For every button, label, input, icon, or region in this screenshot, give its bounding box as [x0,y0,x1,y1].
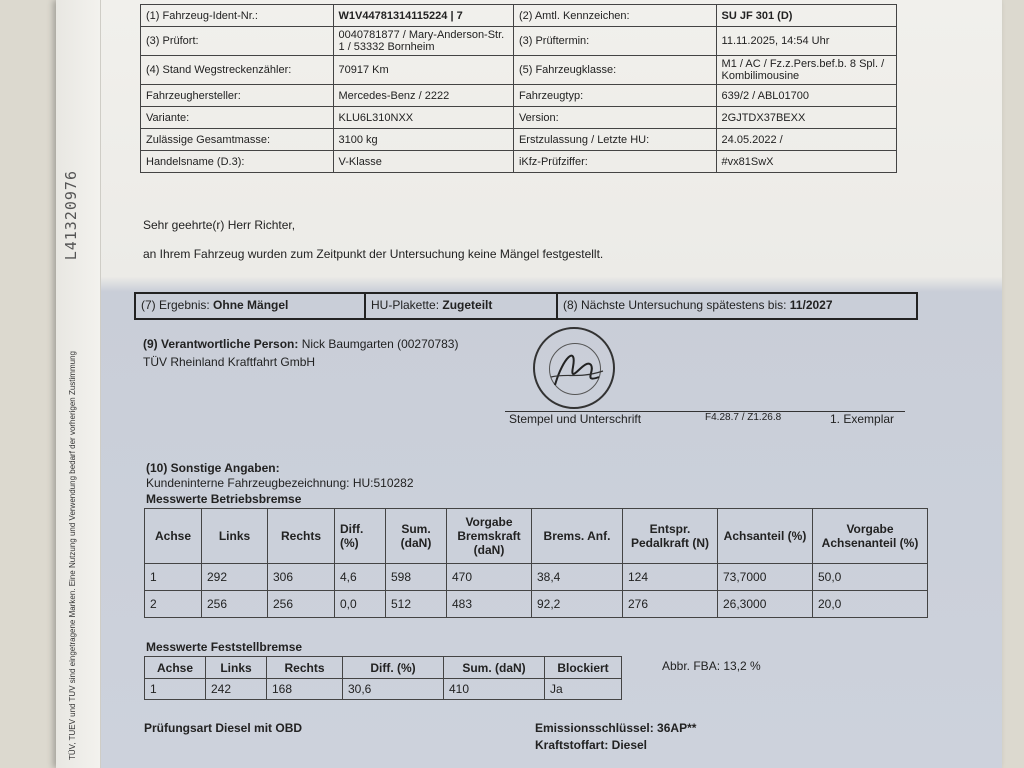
result-next-inspection: (8) Nächste Untersuchung spätestens bis: 11/2027 [563,298,833,312]
greeting: Sehr geehrte(r) Herr Richter, [143,218,296,232]
table-cell: 4,6 [335,564,386,591]
info-value: 70917 Km [333,56,513,85]
column-header: Vorgabe Achsenanteil (%) [813,509,928,564]
info-label: (5) Fahrzeugklasse: [513,56,716,85]
table-cell: 50,0 [813,564,928,591]
table-cell: 26,3000 [718,591,813,618]
parking-brake-title: Messwerte Feststellbremse [146,640,303,654]
info-value: M1 / AC / Fz.z.Pers.bef.b. 8 Spl. / Kombilimousine [716,56,896,85]
table-cell: Ja [545,679,622,700]
table-header-row [145,657,622,679]
emission-key: Emissionsschlüssel: 36AP** [535,721,697,735]
side-serial-code: L41320976 [62,170,80,261]
column-header: Vorgabe Bremskraft (daN) [447,509,532,564]
column-header: Links [206,657,267,679]
signature-label: Stempel und Unterschrift [509,412,642,426]
info-value: #vx81SwX [716,151,896,173]
column-header: Rechts [267,657,343,679]
result-message: an Ihrem Fahrzeug wurden zum Zeitpunkt der Untersuchung keine Mängel festgestellt. [143,247,604,261]
column-header: Diff. (%) [343,657,444,679]
info-value: 11.11.2025, 14:54 Uhr [716,27,896,56]
table-cell: 0,0 [335,591,386,618]
table-cell: 1 [145,679,206,700]
table-cell: 598 [386,564,447,591]
info-label: Zulässige Gesamtmasse: [141,129,334,151]
info-value: W1V44781314115224 | 7 [333,5,513,27]
column-header: Rechts [268,509,335,564]
info-row [141,151,897,173]
info-label: iKfz-Prüfziffer: [513,151,716,173]
info-row [141,129,897,151]
result-plakette: HU-Plakette: Zugeteilt [366,294,558,318]
info-row [141,107,897,129]
info-label: Variante: [141,107,334,129]
info-value: SU JF 301 (D) [716,5,896,27]
table-cell: 276 [623,591,718,618]
info-value: V-Klasse [333,151,513,173]
info-label: Fahrzeughersteller: [141,85,334,107]
info-label: Fahrzeugtyp: [513,85,716,107]
table-cell: 124 [623,564,718,591]
table-cell: 38,4 [532,564,623,591]
info-label: Erstzulassung / Letzte HU: [513,129,716,151]
parking-brake-table [144,656,622,700]
info-row [141,85,897,107]
column-header: Diff. (%) [335,509,386,564]
info-value: 3100 kg [333,129,513,151]
table-cell: 483 [447,591,532,618]
copy-number: 1. Exemplar [830,412,895,426]
vehicle-info-table [140,4,897,173]
info-row [141,27,897,56]
info-label: (3) Prüftermin: [513,27,716,56]
table-header-row [145,509,928,564]
column-header: Blockiert [545,657,622,679]
table-cell: 256 [268,591,335,618]
info-label: Handelsname (D.3): [141,151,334,173]
table-row [145,564,928,591]
test-type: Prüfungsart Diesel mit OBD [144,721,303,735]
table-cell: 242 [206,679,267,700]
info-label: (1) Fahrzeug-Ident-Nr.: [141,5,334,27]
side-legal-note: TÜV, TUEV und TUV sind eingetragene Marken. Eine Nutzung und Verwendung bedarf der vorherigen Zustimmung [68,351,77,760]
info-value: KLU6L310NXX [333,107,513,129]
column-header: Entspr. Pedalkraft (N) [623,509,718,564]
table-cell: 410 [444,679,545,700]
info-value: Mercedes-Benz / 2222 [333,85,513,107]
table-row [145,591,928,618]
table-cell: 168 [267,679,343,700]
responsible-person: (9) Verantwortliche Person: Nick Baumgarten (00270783) [143,337,459,351]
column-header: Sum. (daN) [444,657,545,679]
table-cell: 470 [447,564,532,591]
info-label: (4) Stand Wegstreckenzähler: [141,56,334,85]
service-brake-table [144,508,928,618]
table-cell: 92,2 [532,591,623,618]
responsible-org: TÜV Rheinland Kraftfahrt GmbH [143,355,316,369]
info-row [141,5,897,27]
fba-value: Abbr. FBA: 13,2 % [662,659,761,673]
column-header: Sum. (daN) [386,509,447,564]
form-code: F4.28.7 / Z1.26.8 [705,412,782,423]
customer-reference: Kundeninterne Fahrzeugbezeichnung: HU:510282 [146,476,414,490]
result-ergebnis: (7) Ergebnis: Ohne Mängel [136,294,366,318]
result-box [134,292,918,320]
column-header: Links [202,509,268,564]
signature-scribble [533,327,615,409]
fuel-type: Kraftstoffart: Diesel [535,738,648,752]
table-cell: 306 [268,564,335,591]
info-value: 0040781877 / Mary-Anderson-Str. 1 / 53332 Bornheim [333,27,513,56]
info-label: (2) Amtl. Kennzeichen: [513,5,716,27]
column-header: Achse [145,509,202,564]
table-cell: 256 [202,591,268,618]
column-header: Achsanteil (%) [718,509,813,564]
info-label: Version: [513,107,716,129]
table-cell: 1 [145,564,202,591]
table-row [145,679,622,700]
other-info-title: (10) Sonstige Angaben: [146,461,280,475]
info-value: 2GJTDX37BEXX [716,107,896,129]
table-cell: 20,0 [813,591,928,618]
table-cell: 73,7000 [718,564,813,591]
info-row [141,56,897,85]
info-value: 24.05.2022 / [716,129,896,151]
column-header: Achse [145,657,206,679]
column-header: Brems. Anf. [532,509,623,564]
table-cell: 2 [145,591,202,618]
table-cell: 292 [202,564,268,591]
brake-section-title: Messwerte Betriebsbremse [146,492,302,506]
table-cell: 30,6 [343,679,444,700]
official-stamp [533,327,615,409]
info-value: 639/2 / ABL01700 [716,85,896,107]
info-label: (3) Prüfort: [141,27,334,56]
table-cell: 512 [386,591,447,618]
